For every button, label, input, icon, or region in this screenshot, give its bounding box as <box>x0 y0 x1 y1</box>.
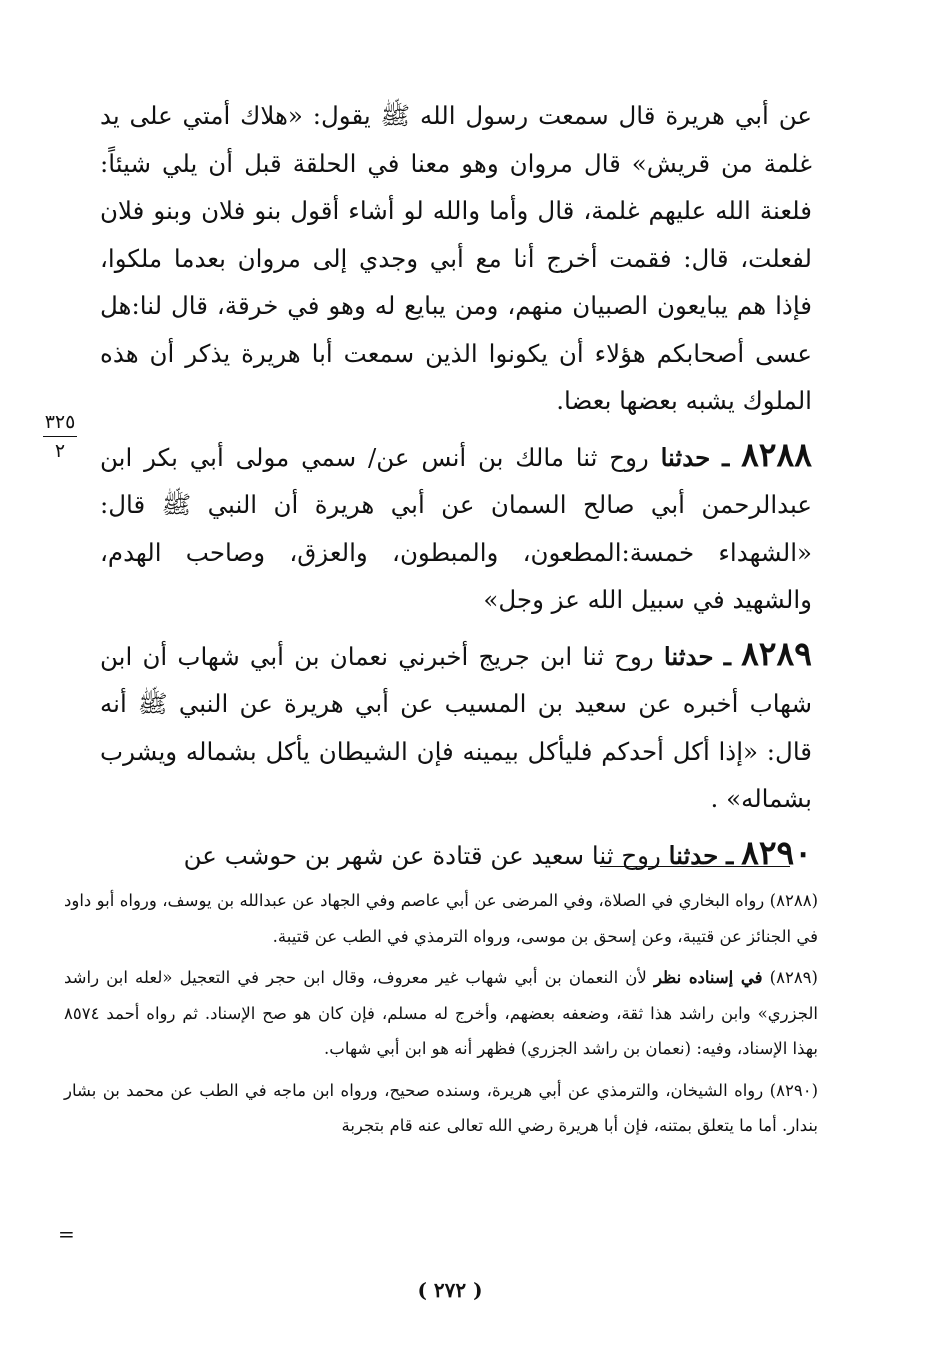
footnote-text: لأن النعمان بن أبي شهاب غير معروف، وقال ابن حجر في التعجيل «لعله ابن راشد الجزري» وابن راشد هذا ثقة، وضعفه بعضهم، وأخرج له مسلم، فإن كان هو صح الإسناد. ثم رواه أحمد ٨٥٧٤ بهذا الإسناد، وفيه: (نعمان بن راشد الجزري) فظهر أنه هو ابن أبي شهاب. <box>64 968 818 1058</box>
footnotes <box>64 883 818 1144</box>
hadith-8288 <box>100 431 812 624</box>
footnote-8288 <box>64 883 818 954</box>
hadith-number: ٨٢٩٠ <box>741 832 812 872</box>
margin-ref-volume-page: ٣٢٥ <box>44 411 76 433</box>
intro-paragraph: عن أبي هريرة قال سمعت رسول الله ﷺ يقول: «هلاك أمتي على يد غلمة من قريش» قال مروان وهو معنا في الحلقة قبل أن يلي شيئاً: فلعنة الله عليهم غلمة، قال وأما والله لو أشاء أقول بنو فلان وبنو فلان لفعلت، قال: فقمت أخرج أنا مع أبي وجدي إلى مروان بعدما ملكوا، فإذا هم يبايعون الصبيان منهم، ومن يبايع له وهو في خرقة، قال لنا:هل عسى أصحابكم هؤلاء أن يكونوا الذين سمعت أبا هريرة يذكر أن هذه الملوك يشبه بعضها بعضا. <box>100 101 812 415</box>
hadith-dash: ـ <box>722 442 730 472</box>
hadith-dash: ـ <box>726 840 734 870</box>
hadith-8289 <box>100 630 812 823</box>
margin-reference <box>30 410 90 463</box>
hadith-text: روح ثنا سعيد عن قتادة عن شهر بن حوشب عن <box>183 840 661 870</box>
hadith-label: حدثنا <box>663 641 714 671</box>
hadith-label: حدثنا <box>668 840 719 870</box>
footnote-8290 <box>64 1073 818 1144</box>
page-number: ( ٢٧٢ ) <box>417 1278 483 1302</box>
margin-ref-divider <box>43 436 77 437</box>
footnote-separator <box>600 866 790 867</box>
hadith-text: روح ثنا مالك بن أنس عن/ سمي مولى أبي بكر ابن عبدالرحمن أبي صالح السمان عن أبي هريرة أن النبي ﷺ قال: «الشهداء خمسة:المطعون، والمبطون، والعزق، وصاحب الهدم، والشهيد في سبيل الله عز وجل» <box>100 442 812 614</box>
hadith-number: ٨٢٨٩ <box>741 633 812 673</box>
hadith-dash: ـ <box>723 641 731 671</box>
hadith-label: حدثنا <box>660 442 711 472</box>
footnote-text: رواه البخاري في الصلاة، وفي المرضى عن أبي عاصم وفي الجهاد عن عبدالله بن يوسف، ورواه أبو داود في الجنائز عن قتيبة، وعن إسحق بن موسى، ورواه الترمذي في الطب عن قتيبة. <box>64 891 818 946</box>
hadith-text: روح ثنا ابن جريج أخبرني نعمان بن أبي شهاب أن ابن شهاب أخبره عن سعيد بن المسيب عن أبي هريرة عن النبي ﷺ أنه قال: «إذا أكل أحدكم فليأكل بيمينه فإن الشيطان يأكل بشماله ويشرب بشماله» . <box>100 641 812 813</box>
margin-ref-part: ٢ <box>54 440 66 462</box>
continuation-mark: = <box>58 1222 75 1246</box>
footnote-number: (٨٢٩٠) <box>769 1080 818 1100</box>
footnote-number: (٨٢٨٨) <box>769 891 818 910</box>
footnote-text: رواه الشيخان، والترمذي عن أبي هريرة، وسنده صحيح، ورواه ابن ماجه في الطب عن محمد بن بشار بندار. أما ما يتعلق بمتنه، فإن أبا هريرة رضي الله تعالى عنه قام بتجربة <box>64 1080 818 1135</box>
footnote-bold-phrase: في إسناده نظر <box>653 968 763 987</box>
main-text <box>100 92 812 879</box>
hadith-8290 <box>100 829 812 880</box>
footnote-number: (٨٢٨٩) <box>769 968 818 987</box>
footnote-8289 <box>64 960 818 1067</box>
hadith-number: ٨٢٨٨ <box>741 434 812 474</box>
